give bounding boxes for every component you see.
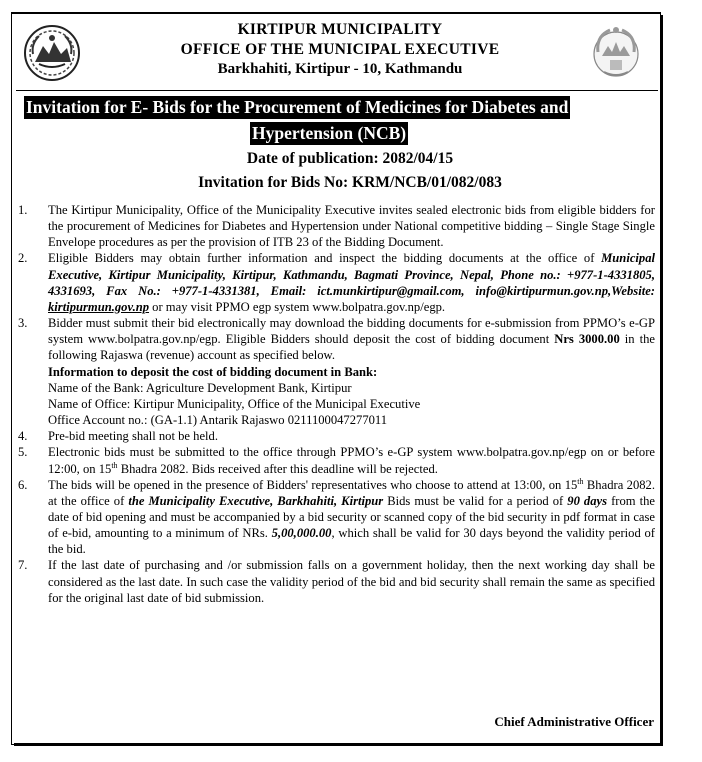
list-item: [15, 428, 655, 444]
list-item: [15, 202, 655, 250]
frame-shadow-bottom: [14, 743, 663, 746]
notice-body: [15, 202, 655, 606]
item-text: Bids must be valid for a period of: [383, 493, 568, 508]
office-name: OFFICE OF THE MUNICIPAL EXECUTIVE: [180, 41, 500, 58]
item-text: The bids will be opened in the presence of Bidders' representatives who choose to attend at 13:00, on 15: [48, 477, 578, 492]
website-link[interactable]: kirtipurmun.gov.np: [48, 299, 150, 314]
item-text: Bhadra 2082. Bids received after this deadline will be rejected.: [117, 461, 438, 476]
item-number: 2.: [18, 251, 28, 266]
bank-account: Office Account no.: (GA-1.1) Antarik Rajaswo 0211100047277011: [48, 413, 388, 428]
validity-period: 90 days: [567, 493, 608, 508]
header-divider: [16, 90, 658, 91]
item-text: Eligible Bidders may obtain further information and inspect the bidding documents at the office of: [48, 251, 602, 266]
list-item: [15, 477, 655, 558]
item-text: in the following Rajaswa (revenue) account as specified below.: [48, 332, 656, 363]
notice-title-line-2: Hypertension (NCB): [252, 123, 407, 143]
item-number: 5.: [18, 445, 28, 460]
ordinal-suffix: th: [577, 476, 584, 486]
list-item: [15, 557, 655, 605]
frame-shadow-right: [660, 15, 663, 745]
item-text: or may visit PPMO egp system www.bolpatra.gov.np/egp.: [149, 299, 446, 314]
list-item: [15, 315, 655, 363]
item-number: 1.: [18, 203, 28, 217]
bank-office: Name of Office: Kirtipur Municipality, Office of the Municipal Executive: [48, 396, 421, 411]
item-text: Pre-bid meeting shall not be held.: [48, 429, 218, 444]
item-text: Bhadra 2082. at the office of: [48, 477, 655, 508]
government-coat-of-arms-icon: [590, 22, 642, 80]
opening-venue: the Municipality Executive, Barkhahiti, Kirtipur: [128, 493, 384, 508]
item-number: 7.: [18, 558, 28, 573]
municipality-emblem-icon: [23, 24, 81, 82]
list-item: [15, 250, 655, 315]
item-number: 6.: [18, 477, 28, 492]
bid-security-amount: 5,00,000.00: [271, 526, 332, 541]
contact-details: Municipal Executive, Kirtipur Municipality, Kirtipur, Kathmandu, Bagmati Province, Nepal, Phone no.: +977-1-4331805, 4331693, Fax No.: +977-1-4331381, Email: ict.munkirtipur@gmail.com, info@kirtipurmun.gov.np,Website:: [48, 251, 655, 298]
notice-title-line-1: Invitation for E- Bids for the Procurement of Medicines for Diabetes and: [26, 97, 569, 117]
item-number: 4.: [18, 429, 28, 444]
item-text: Bidder must submit their bid electronically may download the bidding documents for e-submission from PPMO’s e-GP system www.bolpatra.gov.np/egp. Eligible Bidders should deposit the cost of bidding document: [48, 316, 655, 347]
item-text: Electronic bids must be submitted to the office through PPMO’s e-GP system www.bolpatra.gov.np/egp on or before 12:00, on 15: [48, 445, 655, 476]
item-text: from the date of bid opening and must be accompanied by a bid security or scanned copy of the bid security in pdf format in case of e-bid, amounting to a minimum of NRs.: [48, 493, 655, 541]
bank-info: [15, 364, 655, 429]
bank-info-heading: Information to deposit the cost of bidding document in Bank:: [48, 364, 378, 379]
bank-name: Name of the Bank: Agriculture Development Bank, Kirtipur: [48, 380, 352, 395]
item-text: , which shall be valid for 30 days beyond the validity period of the bid.: [48, 526, 655, 557]
list-item: [15, 444, 655, 476]
item-text: If the last date of purchasing and /or submission falls on a government holiday, then the next working day shall be considered as the last date. In such case the validity period of the bid and bid security shall remain the same as specified for the original last date of bid submission.: [48, 558, 655, 605]
item-number: 3.: [18, 316, 28, 331]
document-fee: Nrs 3000.00: [554, 332, 620, 347]
frame-top-rule: [11, 12, 661, 14]
publication-date: Date of publication: 2082/04/15: [246, 150, 454, 167]
ordinal-suffix: th: [111, 460, 118, 470]
office-address: Barkhahiti, Kirtipur - 10, Kathmandu: [217, 61, 463, 77]
item-text: The Kirtipur Municipality, Office of the Municipality Executive invites sealed electronic bids from eligible bidders for the procurement of Medicines for Diabetes and Hypertension under National competitive bidding – Single Stage Single Envelope procedures as per the provision of ITB 23 of the Bidding Document.: [48, 203, 655, 250]
org-name: KIRTIPUR MUNICIPALITY: [237, 21, 443, 38]
signatory-title: Chief Administrative Officer: [494, 714, 654, 729]
bid-number: Invitation for Bids No: KRM/NCB/01/082/083: [198, 174, 502, 191]
